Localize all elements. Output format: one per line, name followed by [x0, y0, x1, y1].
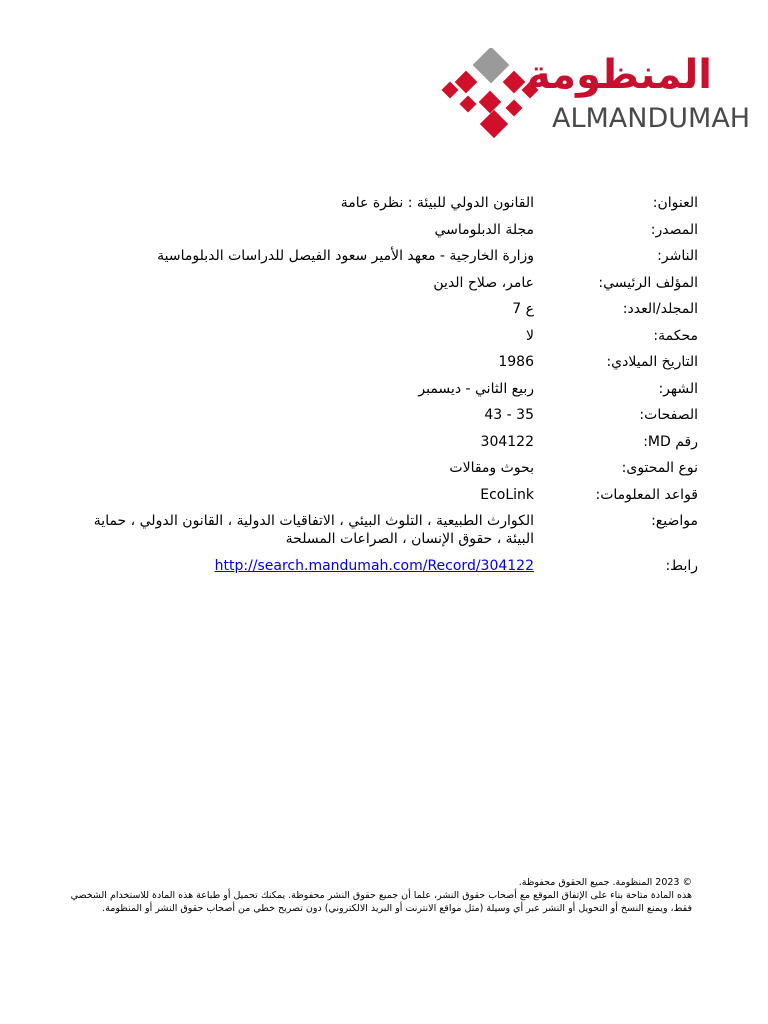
- value-volume-issue: ع 7: [512, 301, 534, 317]
- label-title: العنوان:: [652, 195, 698, 211]
- value-link: [72, 557, 534, 575]
- label-md-number: رقم MD:: [643, 434, 698, 450]
- almandumah-logo: [440, 48, 751, 140]
- copyright-footer: [56, 876, 692, 915]
- label-content-type: نوع المحتوى:: [621, 460, 698, 476]
- label-author: المؤلف الرئيسي:: [598, 275, 698, 291]
- label-peer-reviewed: محكمة:: [653, 328, 698, 344]
- value-peer-reviewed: لا: [526, 328, 534, 344]
- value-month: ربيع الثاني - ديسمبر: [418, 381, 534, 397]
- value-databases: EcoLink: [480, 487, 534, 503]
- value-year: 1986: [498, 354, 534, 370]
- logo-arabic-wordmark: المنظومة: [527, 52, 712, 98]
- logo-latin-wordmark: ALMANDUMAH: [552, 103, 751, 134]
- copyright-line: © 2023 المنظومة. جميع الحقوق محفوظة.: [518, 877, 692, 888]
- value-source: مجلة الدبلوماسي: [434, 222, 534, 238]
- value-pages: 35 - 43: [484, 407, 534, 423]
- label-link: رابط:: [665, 558, 698, 574]
- value-author: عامر، صلاح الدين: [433, 275, 534, 291]
- value-md-number: 304122: [480, 434, 534, 450]
- value-title: القانون الدولي للبيئة : نظرة عامة: [340, 195, 534, 211]
- label-databases: قواعد المعلومات:: [595, 487, 698, 503]
- record-url-link[interactable]: http://search.mandumah.com/Record/304122: [214, 558, 534, 574]
- label-subjects: مواضيع:: [651, 513, 698, 529]
- value-publisher: وزارة الخارجية - معهد الأمير سعود الفيصل للدراسات الدبلوماسية: [157, 248, 534, 264]
- label-source: المصدر:: [650, 222, 698, 238]
- label-pages: الصفحات:: [639, 407, 698, 423]
- copyright-notice: هذه المادة متاحة بناء على الإتفاق الموقع مع أصحاب حقوق النشر، علما أن جميع حقوق النشر محفوظة. يمكنك تحميل أو طباعة هذه المادة للاستخدام الشخصي فقط، ويمنع النسخ أو التحويل أو النشر عبر أي وسيلة (مثل مواقع الانترنت أو البريد الالكتروني) دون تصريح خطي من أصحاب حقوق النشر أو المنظومة.: [70, 890, 692, 914]
- value-subjects: الكوارث الطبيعية ، التلوث البيئي ، الاتفاقيات الدولية ، القانون الدولي ، حماية البيئة ، حقوق الإنسان ، الصراعات المسلحة: [93, 513, 534, 547]
- label-volume-issue: المجلد/العدد:: [622, 301, 698, 317]
- value-content-type: بحوث ومقالات: [449, 460, 534, 476]
- label-publisher: الناشر:: [657, 248, 698, 264]
- label-month: الشهر:: [658, 381, 698, 397]
- label-year: التاريخ الميلادي:: [606, 354, 698, 370]
